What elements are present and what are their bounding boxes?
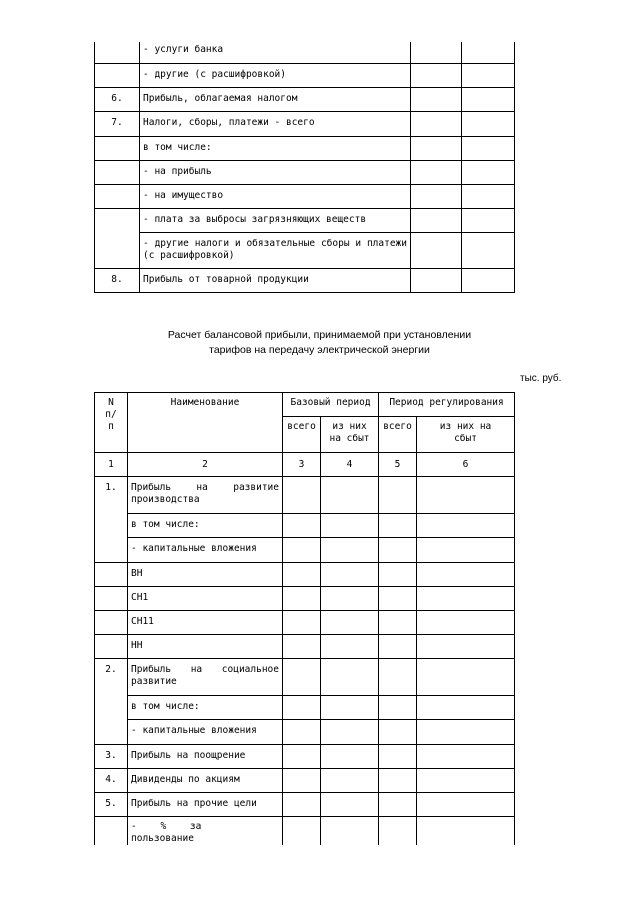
header-base-period: Базовый период: [283, 393, 379, 417]
value-cell: [417, 696, 515, 720]
value-cell: [462, 208, 515, 232]
row-name: - на прибыль: [140, 160, 411, 184]
value-cell: [417, 745, 515, 769]
value-cell: [283, 635, 321, 659]
value-cell: [379, 563, 417, 587]
table-row: [95, 208, 515, 232]
row-name: в том числе:: [128, 514, 283, 538]
header-total: всего: [283, 417, 321, 453]
section-title-line-2: тарифов на передачу электрической энергии: [209, 344, 430, 356]
value-cell: [411, 184, 462, 208]
value-cell: [321, 696, 379, 720]
value-cell: [283, 538, 321, 563]
value-cell: [321, 793, 379, 817]
row-name: в том числе:: [140, 136, 411, 160]
value-cell: [379, 659, 417, 696]
column-number: 1: [95, 453, 128, 477]
row-number: 7.: [95, 111, 140, 136]
column-number: 4: [321, 453, 379, 477]
table-row: [95, 136, 515, 160]
value-cell: [283, 817, 321, 846]
table-row: [95, 745, 515, 769]
header-name: Наименование: [128, 393, 283, 453]
value-cell: [283, 587, 321, 611]
column-number: 5: [379, 453, 417, 477]
balance-profit-table: [94, 392, 515, 845]
value-cell: [321, 769, 379, 793]
value-cell: [283, 696, 321, 720]
header-num: N п/п: [95, 393, 128, 453]
column-number-row: [95, 453, 515, 477]
value-cell: [417, 538, 515, 563]
table-row: [95, 87, 515, 111]
value-cell: [321, 745, 379, 769]
table-row: [95, 232, 515, 268]
table-row: [95, 538, 515, 563]
value-cell: [411, 42, 462, 63]
row-number: [95, 635, 128, 659]
value-cell: [462, 42, 515, 63]
value-cell: [417, 587, 515, 611]
row-name: Прибыль на поощрение: [128, 745, 283, 769]
value-cell: [283, 769, 321, 793]
row-number: [95, 63, 140, 87]
value-cell: [462, 63, 515, 87]
value-cell: [417, 514, 515, 538]
header-reg-period: Период регулирования: [379, 393, 515, 417]
value-cell: [462, 136, 515, 160]
column-number: 6: [417, 453, 515, 477]
value-cell: [462, 184, 515, 208]
value-cell: [379, 514, 417, 538]
section-title: [0, 328, 639, 358]
table-row: [95, 563, 515, 587]
row-name: НН: [128, 635, 283, 659]
row-number: 4.: [95, 769, 128, 793]
value-cell: [417, 611, 515, 635]
row-number: 6.: [95, 87, 140, 111]
value-cell: [283, 793, 321, 817]
row-name: - плата за выбросы загрязняющих веществ: [140, 208, 411, 232]
value-cell: [321, 538, 379, 563]
value-cell: [411, 232, 462, 268]
row-name: Прибыль на развитие производства: [128, 477, 283, 514]
value-cell: [411, 87, 462, 111]
value-cell: [462, 87, 515, 111]
value-cell: [417, 477, 515, 514]
row-name: - услуги банка: [140, 42, 411, 63]
value-cell: [411, 160, 462, 184]
value-cell: [321, 587, 379, 611]
row-name: - другие (с расшифровкой): [140, 63, 411, 87]
row-name: - другие налоги и обязательные сборы и платежи (с расшифровкой): [140, 232, 411, 268]
section-title-line-1: Расчет балансовой прибыли, принимаемой при установлении: [167, 329, 472, 341]
value-cell: [462, 111, 515, 136]
row-number: [95, 587, 128, 611]
value-cell: [379, 477, 417, 514]
value-cell: [321, 611, 379, 635]
value-cell: [283, 514, 321, 538]
value-cell: [379, 745, 417, 769]
table-row: [95, 268, 515, 292]
table-row: [95, 514, 515, 538]
table-row: [95, 659, 515, 696]
row-name: - капитальные вложения: [128, 538, 283, 563]
row-number: 1.: [95, 477, 128, 563]
row-number: [95, 160, 140, 184]
value-cell: [321, 720, 379, 745]
row-number: 2.: [95, 659, 128, 745]
value-cell: [417, 635, 515, 659]
value-cell: [462, 268, 515, 292]
header-of-which-sales: из них на сбыт: [321, 417, 379, 453]
column-number: 3: [283, 453, 321, 477]
row-name: - % за пользование: [128, 817, 283, 846]
value-cell: [283, 659, 321, 696]
table-row: [95, 720, 515, 745]
value-cell: [283, 745, 321, 769]
row-number: [95, 42, 140, 63]
row-number: 8.: [95, 268, 140, 292]
value-cell: [379, 720, 417, 745]
value-cell: [379, 635, 417, 659]
value-cell: [417, 793, 515, 817]
value-cell: [411, 136, 462, 160]
value-cell: [417, 720, 515, 745]
table-row: [95, 477, 515, 514]
row-number: 5.: [95, 793, 128, 817]
table-row: [95, 111, 515, 136]
table-row: [95, 42, 515, 63]
value-cell: [417, 769, 515, 793]
value-cell: [411, 63, 462, 87]
table-row: [95, 184, 515, 208]
top-table: [94, 42, 515, 293]
table-row: [95, 63, 515, 87]
value-cell: [321, 817, 379, 846]
value-cell: [379, 793, 417, 817]
row-number: [95, 184, 140, 208]
row-name: СН1: [128, 587, 283, 611]
row-name: Прибыль на прочие цели: [128, 793, 283, 817]
value-cell: [321, 477, 379, 514]
value-cell: [321, 659, 379, 696]
column-number: 2: [128, 453, 283, 477]
value-cell: [417, 817, 515, 846]
row-name: ВН: [128, 563, 283, 587]
header-total: всего: [379, 417, 417, 453]
table-row: [95, 769, 515, 793]
value-cell: [379, 611, 417, 635]
value-cell: [379, 696, 417, 720]
value-cell: [417, 659, 515, 696]
value-cell: [321, 635, 379, 659]
value-cell: [379, 587, 417, 611]
row-number: 3.: [95, 745, 128, 769]
value-cell: [411, 111, 462, 136]
value-cell: [283, 477, 321, 514]
row-name: Прибыль на социальное развитие: [128, 659, 283, 696]
value-cell: [283, 611, 321, 635]
header-of-which-sales: из них на сбыт: [417, 417, 515, 453]
row-number: [95, 208, 140, 268]
row-number: [95, 817, 128, 846]
table-row: [95, 611, 515, 635]
table-row: [95, 696, 515, 720]
value-cell: [462, 160, 515, 184]
table-row: [95, 793, 515, 817]
table-row: [95, 587, 515, 611]
row-number: [95, 611, 128, 635]
unit-label: тыс. руб.: [520, 373, 562, 384]
row-name: Прибыль от товарной продукции: [140, 268, 411, 292]
row-number: [95, 563, 128, 587]
table-row: [95, 160, 515, 184]
value-cell: [379, 817, 417, 846]
value-cell: [417, 563, 515, 587]
row-name: Дивиденды по акциям: [128, 769, 283, 793]
header-row: [95, 393, 515, 417]
value-cell: [462, 232, 515, 268]
value-cell: [283, 720, 321, 745]
row-name: - капитальные вложения: [128, 720, 283, 745]
table-row: [95, 635, 515, 659]
value-cell: [411, 268, 462, 292]
value-cell: [321, 563, 379, 587]
row-name: Налоги, сборы, платежи - всего: [140, 111, 411, 136]
row-name: Прибыль, облагаемая налогом: [140, 87, 411, 111]
value-cell: [411, 208, 462, 232]
row-name: СН11: [128, 611, 283, 635]
value-cell: [321, 514, 379, 538]
value-cell: [379, 538, 417, 563]
table-row: [95, 817, 515, 846]
row-number: [95, 136, 140, 160]
value-cell: [379, 769, 417, 793]
value-cell: [283, 563, 321, 587]
row-name: - на имущество: [140, 184, 411, 208]
row-name: в том числе:: [128, 696, 283, 720]
